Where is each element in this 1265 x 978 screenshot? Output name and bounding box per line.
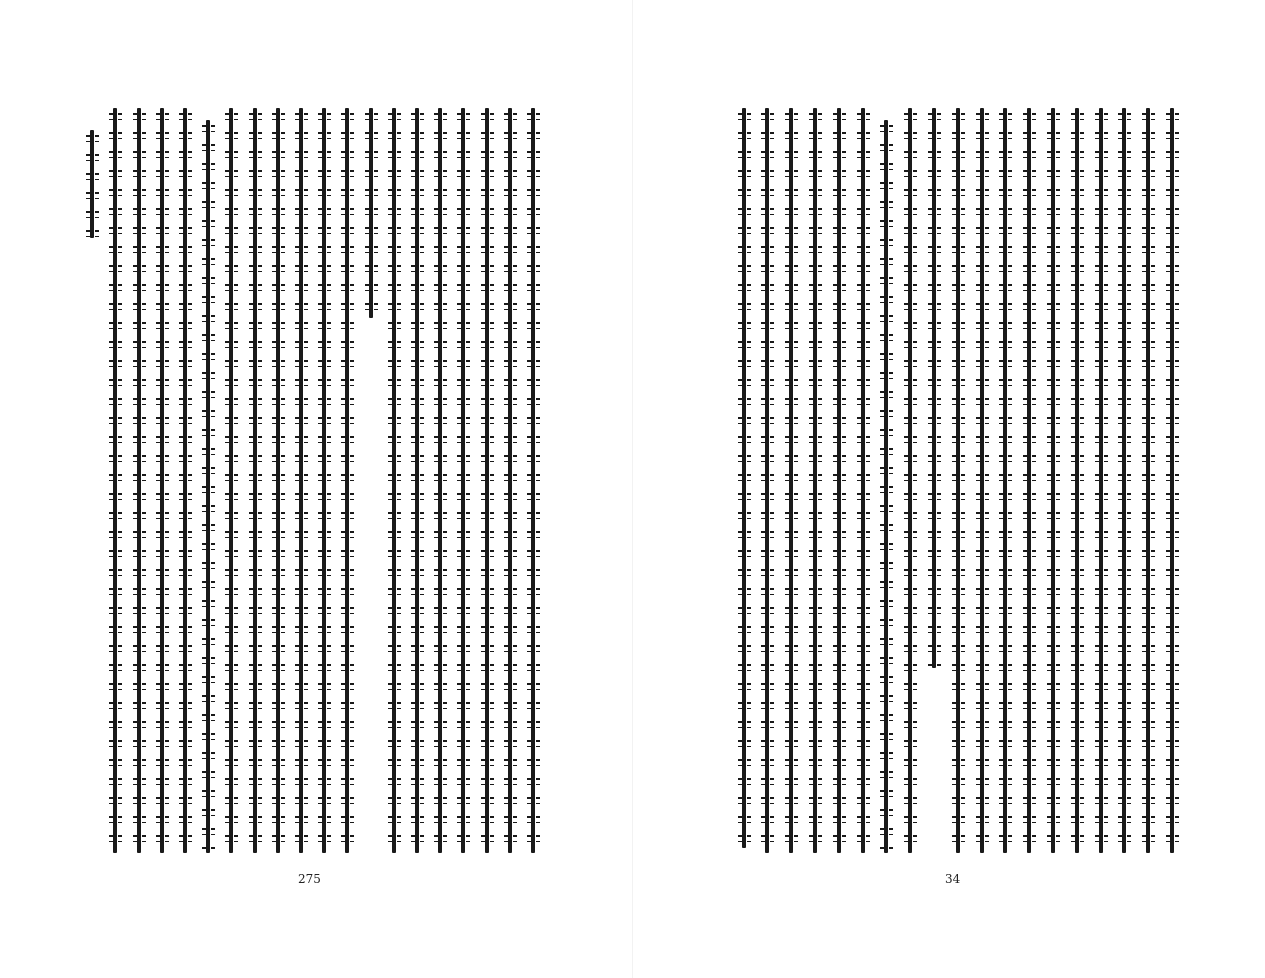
text-column <box>833 108 846 853</box>
text-column <box>156 108 169 853</box>
text-column <box>952 108 965 853</box>
page-number: 275 <box>298 872 321 886</box>
text-column <box>272 108 285 853</box>
text-column <box>527 108 540 853</box>
text-column <box>179 108 192 853</box>
text-column <box>809 108 822 853</box>
text-column <box>481 108 494 853</box>
text-column <box>86 130 99 238</box>
vertical-mongolian-text-block <box>86 108 540 853</box>
text-column <box>999 108 1012 853</box>
text-column <box>785 108 798 853</box>
text-column <box>434 108 447 853</box>
text-column <box>249 108 262 853</box>
text-column <box>341 108 354 853</box>
text-column <box>318 108 331 853</box>
text-column <box>880 120 893 853</box>
page-right <box>633 0 1265 978</box>
text-column <box>1047 108 1060 853</box>
text-column <box>202 120 215 853</box>
text-column <box>1023 108 1036 853</box>
text-column <box>857 108 870 853</box>
text-column <box>109 108 122 853</box>
text-column <box>411 108 424 853</box>
text-column <box>1166 108 1179 853</box>
text-column <box>1071 108 1084 853</box>
text-column <box>738 108 751 848</box>
vertical-mongolian-text-block <box>729 108 1179 853</box>
text-column <box>504 108 517 853</box>
text-column <box>133 108 146 853</box>
text-column <box>976 108 989 853</box>
text-column <box>365 108 378 318</box>
text-column <box>388 108 401 853</box>
text-column <box>761 108 774 853</box>
text-column <box>928 108 941 668</box>
page-number: 34 <box>945 872 961 886</box>
text-column <box>225 108 238 853</box>
text-column <box>1118 108 1131 853</box>
text-column <box>904 108 917 853</box>
text-column <box>1095 108 1108 853</box>
page-left <box>0 0 632 978</box>
text-column <box>295 108 308 853</box>
text-column <box>457 108 470 853</box>
text-column <box>1142 108 1155 853</box>
